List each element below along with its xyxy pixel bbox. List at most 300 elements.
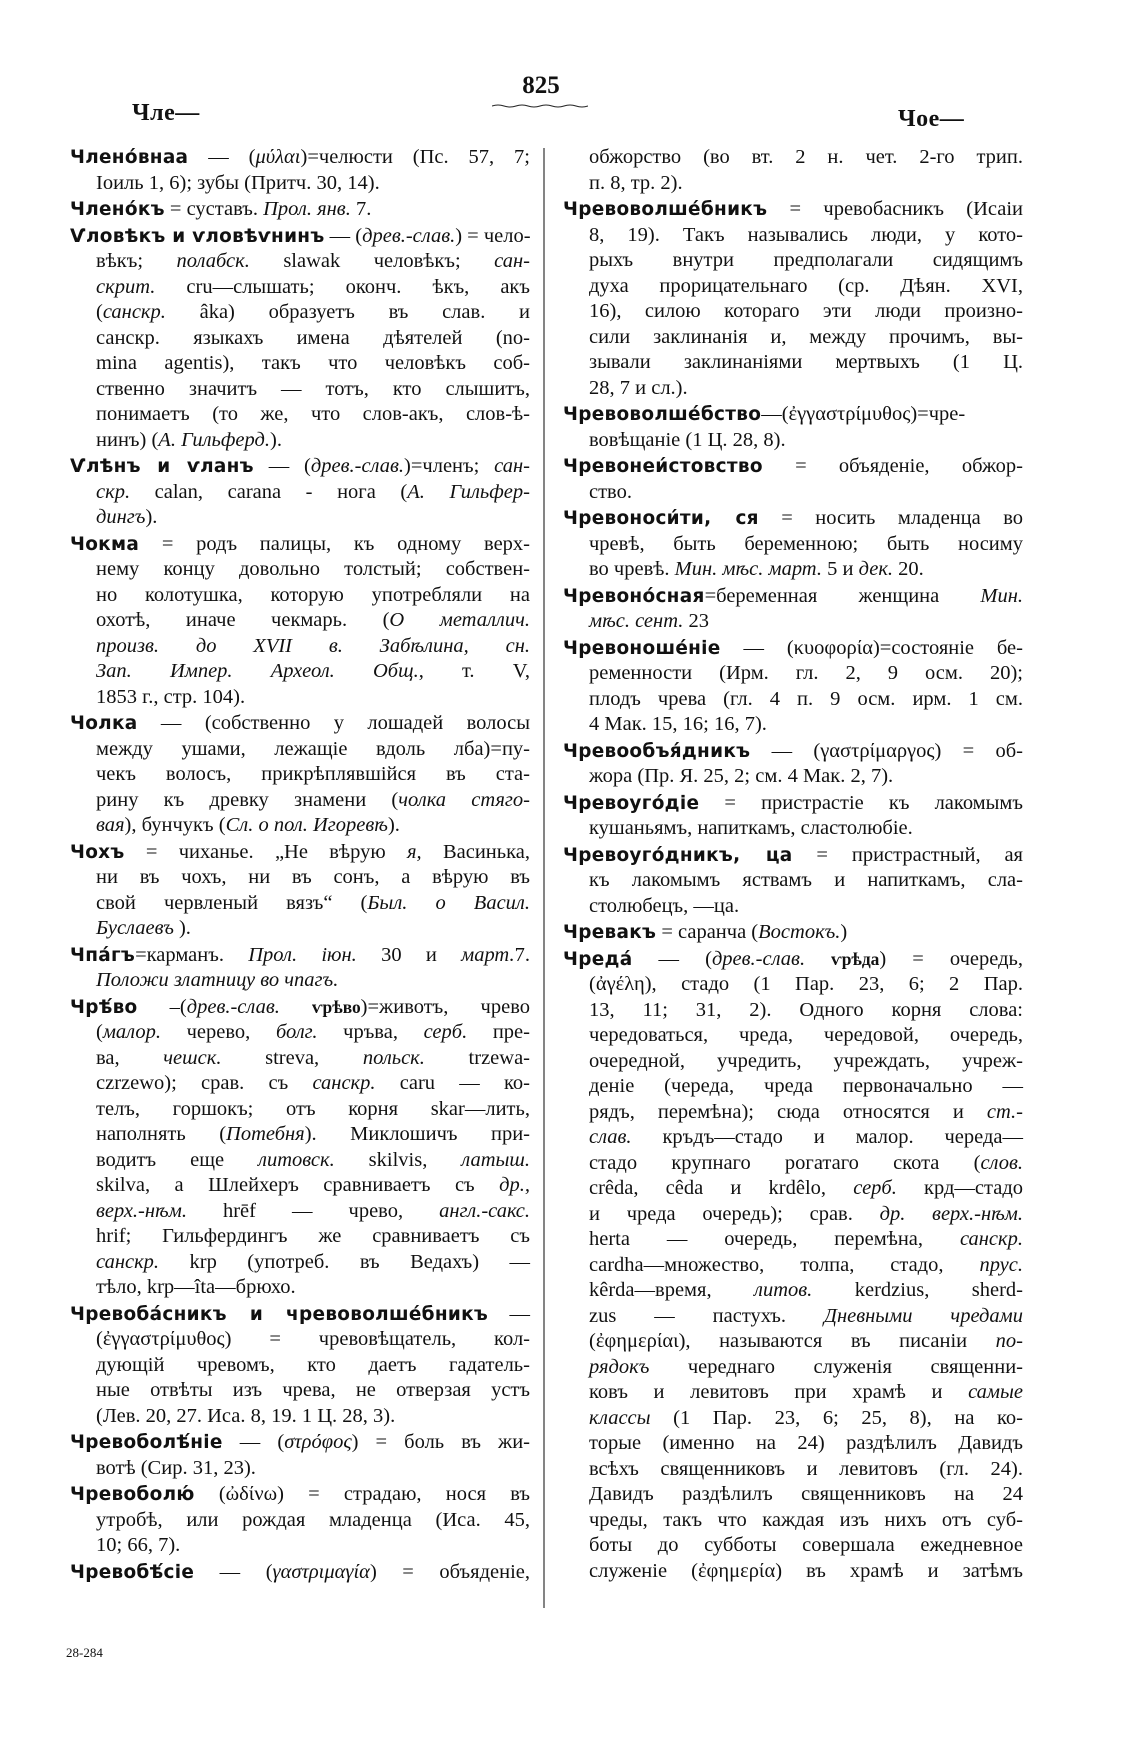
italic-text: Буслаевъ	[96, 917, 174, 939]
text: ковъ и левитовъ при храмѣ и	[589, 1381, 969, 1403]
headword: Чревоболѣ́ніе	[70, 1432, 223, 1453]
page-number: 825	[522, 72, 560, 99]
italic-text: слов.	[980, 1151, 1023, 1174]
text: 7.	[514, 943, 530, 966]
text: — (собственно у лошадей волосы	[137, 712, 530, 734]
entry-line	[70, 916, 530, 942]
text: skilvis,	[334, 1148, 462, 1171]
italic-text: верх.-нѣм.	[96, 1199, 187, 1222]
dictionary-entry	[70, 454, 530, 531]
italic-text: дингъ	[96, 506, 146, 528]
italic-text: στρόφος	[284, 1431, 352, 1453]
text: caru — ко-	[375, 1072, 530, 1094]
text: = родъ палицы, къ одному верх-	[139, 532, 530, 555]
italic-text: сан-	[494, 250, 530, 272]
entry-line	[563, 1100, 1023, 1126]
italic-text: древ.-слав.	[362, 224, 456, 247]
entry-line: чекъ волосъ, прикрѣплявшійся въ ста-	[96, 763, 530, 785]
text: — (κυοφορία)=состояніе бе-	[720, 636, 1023, 659]
text	[805, 948, 831, 970]
entry-first-line	[70, 711, 530, 737]
italic-text: литов.	[754, 1279, 813, 1301]
italic-text: Сл. о пол. Игоревѣ	[225, 814, 388, 836]
italic-text: мѣс. сент.	[589, 610, 684, 632]
dictionary-entry	[70, 1560, 530, 1586]
text: , т. V,	[418, 660, 530, 682]
entry-line: жора (Пр. Я. 25, 2; см. 4 Мак. 2, 7).	[589, 765, 894, 787]
entry-first-line	[563, 739, 1023, 765]
headword: Ѵловѣкъ и ѵловѣѵнинъ	[70, 225, 325, 247]
italic-text: санскр.	[102, 301, 166, 323]
text: ).	[145, 506, 158, 528]
slavonic-form: ѵрѣда	[831, 948, 880, 969]
dictionary-entry	[563, 506, 1023, 583]
text: =карманъ.	[135, 943, 249, 966]
text: ).	[387, 814, 400, 836]
italic-text: γαστριμαγία	[272, 1560, 370, 1583]
italic-text: Потебня	[226, 1123, 305, 1145]
dictionary-entry	[70, 995, 530, 1301]
entry-line: рыхъ внутри предполагали сидящимъ	[589, 249, 1023, 271]
text: рину къ древку знамени (	[96, 788, 399, 811]
entry-line: утробѣ, или рождая младенца (Иса. 45,	[96, 1508, 530, 1531]
italic-text: санскр.	[96, 1250, 160, 1273]
entry-line	[70, 634, 530, 660]
entry-first-line	[563, 454, 1023, 480]
italic-text: литовск.	[258, 1148, 335, 1171]
text: ) = очередь,	[879, 947, 1024, 970]
text: — (γαστρίμαργος) = об-	[750, 739, 1023, 762]
entry-first-line	[70, 840, 530, 866]
entry-first-line	[70, 1430, 530, 1456]
entry-line: чередоваться, чреда, чередовой, очередь,	[589, 1024, 1023, 1046]
dictionary-entry	[70, 1430, 530, 1481]
text: —	[488, 1302, 530, 1325]
dictionary-entry	[70, 1482, 530, 1559]
entry-line: ство.	[589, 480, 632, 503]
text: вѣкъ;	[96, 250, 177, 272]
text: — (	[632, 947, 712, 970]
text: –(	[137, 995, 187, 1018]
entry-line	[563, 1227, 1023, 1253]
entry-line	[563, 1176, 1023, 1202]
dictionary-entry	[563, 145, 1023, 196]
entry-line	[70, 608, 530, 634]
entry-line	[563, 1304, 1023, 1330]
text: slawak человѣкъ;	[249, 250, 495, 272]
entry-line	[70, 788, 530, 814]
entry-first-line	[563, 947, 1023, 973]
entry-line: чреды, такъ что каждая изъ нихъ отъ суб-	[589, 1508, 1023, 1531]
text: свой червленый вязъ“ (	[96, 891, 368, 914]
text: (	[96, 1021, 103, 1043]
entry-line: дующій чревомъ, кто даетъ гадатель-	[96, 1353, 530, 1376]
text: во чревѣ.	[589, 558, 675, 580]
text: 23	[683, 610, 710, 632]
entry-first-line	[70, 1560, 530, 1586]
dictionary-entry	[563, 791, 1023, 842]
dictionary-entry	[70, 840, 530, 942]
entry-line: служеніе (ἐφημερία) въ храмѣ и затѣмъ	[589, 1559, 1023, 1582]
italic-text: древ.-слав.	[310, 455, 405, 477]
dictionary-entry	[70, 711, 530, 839]
text: (1 Пар. 23, 6; 25, 8), на ко-	[650, 1406, 1023, 1429]
headword: Чрѣ́во	[70, 996, 138, 1018]
text: и чреда очередь); срав.	[589, 1202, 880, 1225]
text: стадо крупнаго рогатаго скота (	[589, 1151, 981, 1174]
headword: Членóкъ	[70, 199, 165, 220]
text: =беременная женщина	[704, 584, 981, 607]
entry-first-line	[70, 197, 530, 223]
italic-text: древ.-слав.	[711, 947, 806, 970]
text: = чревобасникъ (Исаіи	[767, 198, 1023, 220]
entry-line: hrif; Гильфердингъ же сравниваетъ съ	[96, 1225, 530, 1247]
entry-line: телъ, горшокъ; отъ корня skar—лить,	[96, 1097, 530, 1120]
entry-first-line	[70, 145, 530, 171]
entry-line	[70, 891, 530, 917]
italic-text: чолка стяго-	[398, 788, 531, 811]
headword: Чолка	[70, 713, 138, 734]
text: рядъ, перемѣна); сюда относятся и	[589, 1100, 987, 1123]
entry-first-line	[563, 506, 1023, 532]
italic-text: малор.	[102, 1021, 161, 1043]
entry-line: (ἐγγαστρίμυθος) = чревовѣщатель, кол-	[96, 1328, 530, 1350]
text: krp (употреб. въ Ведахъ) —	[159, 1250, 530, 1273]
text: ) = объяденіе,	[369, 1560, 530, 1583]
text: kêrda—время,	[589, 1279, 755, 1301]
text: = носить младенца во	[758, 507, 1023, 529]
italic-text: рядокъ	[589, 1355, 650, 1378]
text: водитъ еще	[96, 1148, 259, 1171]
entry-line: къ лакомымъ яствамъ и напиткамъ, сла-	[589, 869, 1023, 891]
italic-text: А. Гильферд.	[158, 428, 270, 451]
text: — (	[222, 1431, 285, 1453]
text: hrēf — чрево,	[186, 1199, 440, 1222]
text: cardha—множество, толпа, стадо,	[589, 1253, 980, 1276]
entry-line: 16), силою котораго эти люди произно-	[589, 300, 1023, 322]
entry-first-line	[70, 943, 530, 969]
headword: Чревоволшéбникъ	[563, 199, 768, 220]
text: = чиханье. „Не вѣрую	[124, 840, 407, 863]
italic-text: др. верх.-нѣм.	[879, 1202, 1023, 1225]
italic-text: О металлич.	[389, 609, 530, 631]
right-column	[563, 145, 1023, 1585]
headword: Чревакъ	[563, 922, 657, 943]
italic-text: Прол. іюн.	[248, 943, 357, 966]
entry-line	[70, 275, 530, 301]
text: herta — очередь, перемѣна,	[589, 1228, 960, 1250]
entry-line	[70, 300, 530, 326]
text: — (	[253, 455, 311, 477]
entry-line: санскр. языкахъ имена дѣятелей (no-	[96, 326, 530, 349]
headword: Чревонеи́стовство	[563, 456, 763, 477]
entry-first-line	[563, 636, 1023, 662]
text: zus — пастухъ.	[589, 1304, 824, 1327]
entry-line: понимаетъ (то же, что слов-акъ, слов-ѣ-	[96, 403, 530, 425]
entry-first-line	[70, 995, 530, 1021]
text: — (	[324, 224, 363, 247]
italic-text: я,	[406, 840, 422, 863]
page-number-rule	[492, 104, 588, 108]
text: 20.	[893, 558, 924, 580]
text: черево,	[160, 1021, 276, 1043]
text: czrzewo); срав. съ	[96, 1072, 313, 1094]
text: = пристрастіе къ лакомымъ	[699, 791, 1023, 814]
text: calan, carana - нога (	[130, 480, 408, 503]
entry-line	[70, 1199, 530, 1225]
text: trzewa-	[424, 1046, 531, 1069]
entry-first-line	[563, 843, 1023, 869]
entry-first-line	[70, 532, 530, 558]
entry-first-line	[70, 1302, 530, 1328]
italic-text: Прол. янв.	[263, 198, 351, 220]
text: ). Миклошичъ при-	[304, 1123, 530, 1145]
headword: Чредá	[563, 948, 633, 970]
entry-line: ственно значитъ — тотъ, кто слышитъ,	[96, 377, 530, 400]
italic-text: классы	[589, 1406, 651, 1429]
text: = пристрастный, ая	[792, 843, 1023, 866]
dictionary-entry	[70, 1302, 530, 1430]
entry-first-line	[563, 584, 1023, 610]
text: чръва,	[317, 1021, 424, 1043]
italic-text: самые	[968, 1381, 1023, 1403]
text: )	[840, 921, 848, 943]
italic-text: март.	[461, 943, 515, 966]
italic-text: Зап. Импер. Археол. Общ.	[96, 660, 419, 682]
italic-text: полабск.	[176, 250, 250, 272]
italic-text: произв. до XVII в. Забѣлина, сн.	[96, 634, 530, 657]
italic-text: по-	[995, 1330, 1023, 1352]
entry-line	[70, 428, 530, 454]
entry-line	[563, 557, 1023, 583]
text: )=челюсти (Пс. 57, 7;	[300, 146, 531, 168]
entry-line: вовѣщаніе (1 Ц. 28, 8).	[589, 428, 786, 451]
text: )=животъ, чрево	[360, 995, 530, 1018]
entry-line: (ἀγέλη), стадо (1 Пар. 23, 6; 2 Пар.	[589, 973, 1023, 995]
text: 7.	[350, 198, 372, 220]
text: = саранча (	[656, 921, 759, 943]
italic-text: скрит.	[96, 275, 156, 298]
entry-line: 1853 г., стр. 104).	[96, 685, 246, 708]
text: — (	[188, 146, 256, 168]
entry-first-line	[563, 791, 1023, 817]
text: —(ἐγγαστρίμυθος)=чре-	[761, 403, 966, 425]
entry-line: всѣхъ священниковъ и левитовъ (гл. 24).	[589, 1457, 1023, 1480]
entry-line	[70, 505, 530, 531]
entry-line: духа прорицательнаго (ср. Дѣян. XVI,	[589, 274, 1023, 297]
text: пре-	[467, 1021, 530, 1043]
entry-line: mina agentis), такъ что человѣкъ соб-	[96, 352, 530, 374]
dictionary-entry	[70, 145, 530, 196]
text	[280, 996, 312, 1018]
entry-line	[70, 968, 530, 994]
running-head-right: Чое—	[898, 106, 965, 132]
entry-line: 4 Мак. 15, 16; 16, 7).	[589, 713, 767, 735]
italic-text: болг.	[275, 1021, 318, 1043]
left-column	[70, 145, 530, 1586]
entry-line: чревѣ, быть беременною; быть носиму	[589, 532, 1023, 555]
headword: Чревоболю́	[70, 1484, 195, 1505]
dictionary-entry	[70, 532, 530, 711]
dictionary-entry	[70, 197, 530, 223]
italic-text: латыш.	[461, 1148, 530, 1171]
entry-line	[563, 1202, 1023, 1228]
entry-line: 28, 7 и сл.).	[589, 376, 688, 399]
entry-first-line	[563, 402, 1023, 428]
text: cru—слышать; оконч. ѣкъ, акъ	[155, 275, 530, 298]
entry-first-line	[563, 197, 1023, 223]
italic-text: Был. о Васил.	[367, 891, 530, 914]
italic-text: прус.	[979, 1253, 1023, 1276]
dictionary-entry	[563, 197, 1023, 401]
entry-line	[70, 1071, 530, 1097]
italic-text: μύλαι	[255, 146, 301, 168]
text: (ἐφημερίαι), называются въ писаніи	[589, 1330, 996, 1352]
entry-line: ни въ чохъ, ни въ сонъ, а вѣрую въ	[96, 866, 530, 888]
entry-line	[70, 813, 530, 839]
entry-line: ременности (Ирм. гл. 2, 9 осм. 20);	[589, 662, 1023, 684]
text: ) = чело-	[455, 224, 531, 247]
headword: Чревобѣ́сіе	[70, 1561, 195, 1583]
italic-text: санскр.	[312, 1072, 376, 1094]
italic-text: англ.-сакс.	[439, 1199, 530, 1222]
entry-line	[70, 249, 530, 275]
italic-text: ст.-	[986, 1100, 1023, 1123]
italic-text: др.,	[499, 1174, 530, 1196]
entry-line: Іоиль 1, 6); зубы (Притч. 30, 14).	[96, 171, 380, 194]
entry-first-line	[563, 920, 1023, 946]
entry-line: боты до субботы совершала ежедневное	[589, 1534, 1023, 1556]
italic-text: слав.	[589, 1126, 632, 1148]
column-divider	[543, 148, 545, 1608]
entry-line: но колотушка, которую употребляли на	[96, 583, 530, 606]
dictionary-entry	[563, 636, 1023, 738]
entry-line	[563, 1406, 1023, 1432]
text: âka) образуетъ въ слав. и	[165, 301, 530, 323]
entry-line: обжорство (во вт. 2 н. чет. 2-го трип.	[589, 146, 1023, 168]
dictionary-entry	[563, 920, 1023, 946]
dictionary-entry	[563, 843, 1023, 920]
text: охотѣ, иначе чекмарь. (	[96, 609, 390, 631]
text: = суставъ.	[164, 198, 264, 220]
italic-text: польск.	[362, 1046, 425, 1069]
dictionary-entry	[563, 584, 1023, 635]
text: skilva, а Шлейхеръ сравниваетъ съ	[96, 1174, 500, 1196]
italic-text: дек.	[858, 558, 894, 580]
italic-text: Востокъ.	[758, 921, 841, 943]
italic-text: серб.	[853, 1177, 897, 1199]
italic-text: А. Гильфер-	[407, 480, 530, 503]
italic-text: древ.-слав.	[186, 995, 280, 1018]
headword: Ѵлѣнъ и ѵланъ	[70, 456, 254, 477]
headword: Чревонóсная	[563, 585, 705, 607]
slavonic-form: ѵрѣво	[312, 996, 361, 1017]
dictionary-entry	[563, 947, 1023, 1585]
headword: Чревоношéніе	[563, 637, 721, 659]
italic-text: Мин. мѣс. март.	[674, 558, 822, 580]
text: 5 и	[821, 558, 859, 580]
footer-signature-code: 28-284	[66, 1645, 103, 1660]
text: кръдъ—стадо и малор. череда—	[631, 1126, 1023, 1148]
entry-line: очередной, учредить, учреждать, учреж-	[589, 1049, 1023, 1072]
italic-text: санскр.	[959, 1228, 1023, 1250]
entry-line	[563, 609, 1023, 635]
entry-line: торые (именно на 24) раздѣлилъ Давидъ	[589, 1432, 1023, 1454]
text: Васинька,	[421, 840, 530, 863]
text: крд—стадо	[896, 1177, 1023, 1199]
text: нинъ) (	[96, 428, 159, 451]
entry-first-line	[70, 454, 530, 480]
headword: Чревобáсникъ и чревоволшéбникъ	[70, 1303, 489, 1325]
entry-line	[70, 1122, 530, 1148]
text: череднаго служенія священни-	[649, 1355, 1023, 1378]
entry-line: деніе (череда, чреда первоначально —	[589, 1075, 1023, 1097]
italic-text: чешск.	[163, 1046, 222, 1069]
entry-line: нему концу довольно толстый; собствен-	[96, 558, 530, 580]
dictionary-entry	[70, 943, 530, 994]
headword: Чревообъя́дникъ	[563, 740, 751, 762]
text: 30 и	[356, 943, 462, 966]
entry-line: между ушами, лежащіе вдоль лба)=пу-	[96, 737, 530, 760]
text: = объяденіе, обжор-	[762, 455, 1023, 477]
text: наполнять (	[96, 1123, 227, 1145]
entry-line: 13, 11; 31, 2). Одного корня слова:	[589, 998, 1023, 1021]
text: (	[96, 301, 103, 323]
entry-line	[563, 1253, 1023, 1279]
text: ).	[270, 428, 282, 451]
entry-line	[70, 1046, 530, 1072]
italic-text: Дневными чредами	[823, 1304, 1023, 1327]
entry-first-line	[70, 224, 530, 250]
text: )=членъ;	[404, 455, 495, 477]
italic-text: вая	[96, 814, 125, 836]
entry-line	[70, 659, 530, 685]
entry-line	[70, 480, 530, 506]
text: crêda, cêda и krdêlo,	[589, 1177, 854, 1199]
text: — (	[194, 1560, 273, 1583]
dictionary-entry	[70, 224, 530, 454]
entry-line	[563, 1278, 1023, 1304]
italic-text: Мин.	[980, 584, 1023, 607]
entry-line: вотѣ (Сир. 31, 23).	[96, 1456, 256, 1479]
entry-line: 8, 19). Такъ назывались люди, у кото-	[589, 223, 1023, 246]
headword: Чревоугóдникъ, ца	[563, 844, 793, 866]
entry-line	[70, 1173, 530, 1199]
entry-line: столюбецъ, —ца.	[589, 894, 740, 917]
entry-line: кушаньямъ, напиткамъ, сластолюбіе.	[589, 817, 913, 839]
entry-line: сили заклинанія и, между прочимъ, вы-	[589, 325, 1023, 348]
entry-line: Давидъ раздѣлилъ священниковъ на 24	[589, 1483, 1023, 1505]
headword: Чпáгъ	[70, 944, 136, 966]
headword: Членóвнаа	[70, 147, 189, 168]
entry-line: п. 8, тр. 2).	[589, 171, 683, 194]
entry-line: тѣло, krp—îta—брюхо.	[96, 1276, 296, 1298]
dictionary-entry	[563, 739, 1023, 790]
italic-text: сан-	[494, 455, 530, 477]
dictionary-entry	[563, 402, 1023, 453]
entry-line: ные отвѣты изъ чрева, не отверзая устъ	[96, 1379, 530, 1401]
text: kerdzius, sherd-	[812, 1279, 1023, 1301]
italic-text: скр.	[96, 480, 131, 503]
text: ва,	[96, 1046, 164, 1069]
headword: Чохъ	[70, 841, 125, 863]
headword: Чревоугóдіе	[563, 792, 700, 814]
entry-line: плодъ чрева (гл. 4 п. 9 осм. ирм. 1 см.	[589, 687, 1023, 710]
italic-text: Положи златницу во чпагъ.	[96, 969, 339, 991]
entry-line: (Лев. 20, 27. Иса. 8, 19. 1 Ц. 28, 3).	[96, 1404, 396, 1427]
entry-line	[70, 1148, 530, 1174]
headword: Чревоноси́ти, ся	[563, 508, 759, 529]
